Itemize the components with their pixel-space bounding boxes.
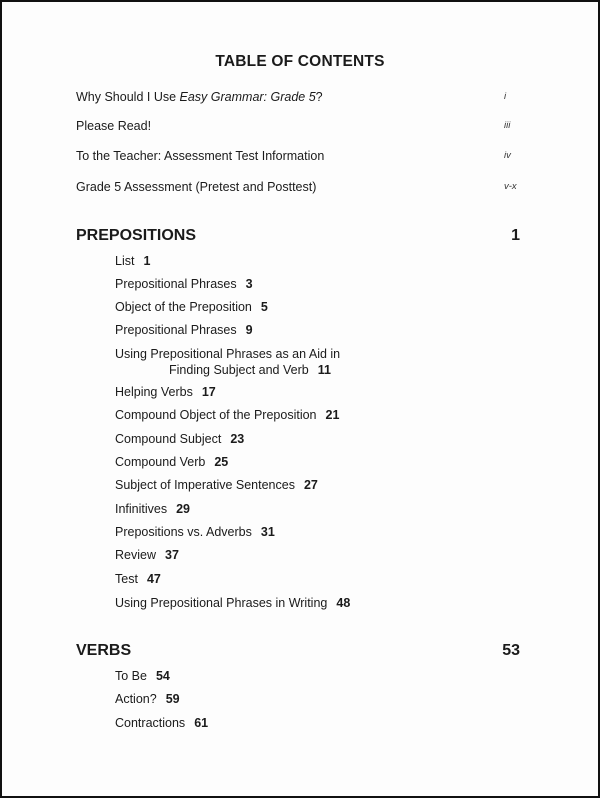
section-title: VERBS <box>76 642 132 659</box>
toc-entry-two-line <box>115 346 535 378</box>
toc-entry-label-continued <box>115 362 535 378</box>
toc-entry <box>115 431 535 447</box>
toc-entry-page: 5 <box>260 300 268 314</box>
section-page: 1 <box>511 227 520 244</box>
toc-front-page: iii <box>504 120 511 131</box>
toc-entry <box>115 407 535 423</box>
toc-entry-page: 27 <box>303 478 318 492</box>
toc-entry-page: 21 <box>325 408 340 422</box>
toc-entry-label: Helping Verbs <box>115 385 193 399</box>
toc-front-page: i <box>504 91 507 102</box>
toc-entry <box>115 477 535 493</box>
toc-entry-label: List <box>115 254 135 268</box>
toc-entry-label: Using Prepositional Phrases in Writing <box>115 596 328 610</box>
toc-entry-label: Prepositions vs. Adverbs <box>115 525 252 539</box>
toc-entry <box>115 691 535 707</box>
toc-entry-page: 48 <box>336 596 351 610</box>
toc-entry-page: 17 <box>201 385 216 399</box>
toc-entry-label: Compound Verb <box>115 455 206 469</box>
section-page: 53 <box>502 642 520 659</box>
toc-entry <box>115 595 535 611</box>
toc-entry-label: To Be <box>115 669 147 683</box>
toc-entry-label: Object of the Preposition <box>115 300 252 314</box>
toc-front-label: Please Read! <box>76 119 152 133</box>
section-title: PREPOSITIONS <box>76 227 197 244</box>
toc-entry-label: Subject of Imperative Sentences <box>115 478 295 492</box>
toc-front-label: Grade 5 Assessment (Pretest and Posttest) <box>76 180 317 194</box>
section-heading-prepositions <box>76 227 524 245</box>
toc-entry <box>115 454 535 470</box>
toc-entry <box>115 299 535 315</box>
toc-entry <box>115 276 535 292</box>
toc-entry-label: Review <box>115 548 156 562</box>
toc-entry-page: 23 <box>230 432 245 446</box>
toc-entry-label: Contractions <box>115 716 186 730</box>
toc-entry-page: 54 <box>155 669 170 683</box>
toc-entry-label: Infinitives <box>115 502 168 516</box>
toc-entry-page: 9 <box>245 323 253 337</box>
toc-front-suffix: ? <box>315 90 323 104</box>
toc-entry-label: Compound Subject <box>115 432 222 446</box>
toc-entry-label: Test <box>115 572 138 586</box>
toc-front-page: iv <box>504 150 511 161</box>
toc-entry <box>115 501 535 517</box>
toc-entry <box>115 384 535 400</box>
toc-entry-label: Prepositional Phrases <box>115 323 237 337</box>
toc-entry-page: 37 <box>165 548 179 562</box>
toc-entry-page: 29 <box>176 502 191 516</box>
toc-entry-page: 61 <box>194 716 209 730</box>
toc-entry-label: Action? <box>115 692 157 706</box>
toc-front-label: To the Teacher: Assessment Test Information <box>76 149 325 163</box>
toc-entry-page: 31 <box>260 525 275 539</box>
toc-entry <box>115 524 535 540</box>
toc-entry-page: 47 <box>146 572 161 586</box>
section-heading-verbs <box>76 642 524 660</box>
toc-front-page: v-x <box>504 181 517 192</box>
toc-entry-label: Prepositional Phrases <box>115 277 237 291</box>
toc-entry <box>115 253 535 269</box>
page-title: TABLE OF CONTENTS <box>215 53 385 70</box>
toc-entry-label-line2: Finding Subject and Verb <box>169 363 309 377</box>
toc-entry-page: 11 <box>317 363 331 377</box>
toc-front-label <box>76 90 323 104</box>
toc-entry-page: 59 <box>165 692 180 706</box>
book-title-italic: Easy Grammar: Grade 5 <box>179 90 316 104</box>
toc-entry <box>115 571 535 587</box>
toc-entry <box>115 322 535 338</box>
toc-entry-label: Using Prepositional Phrases as an Aid in <box>115 347 341 361</box>
toc-entry <box>115 715 535 731</box>
toc-front-text: Why Should I Use <box>76 90 180 104</box>
toc-entry <box>115 547 535 563</box>
toc-entry-page: 1 <box>143 254 151 268</box>
toc-entry-page: 3 <box>245 277 253 291</box>
toc-entry <box>115 668 535 684</box>
toc-entry-label: Compound Object of the Preposition <box>115 408 317 422</box>
toc-entry-page: 25 <box>214 455 229 469</box>
